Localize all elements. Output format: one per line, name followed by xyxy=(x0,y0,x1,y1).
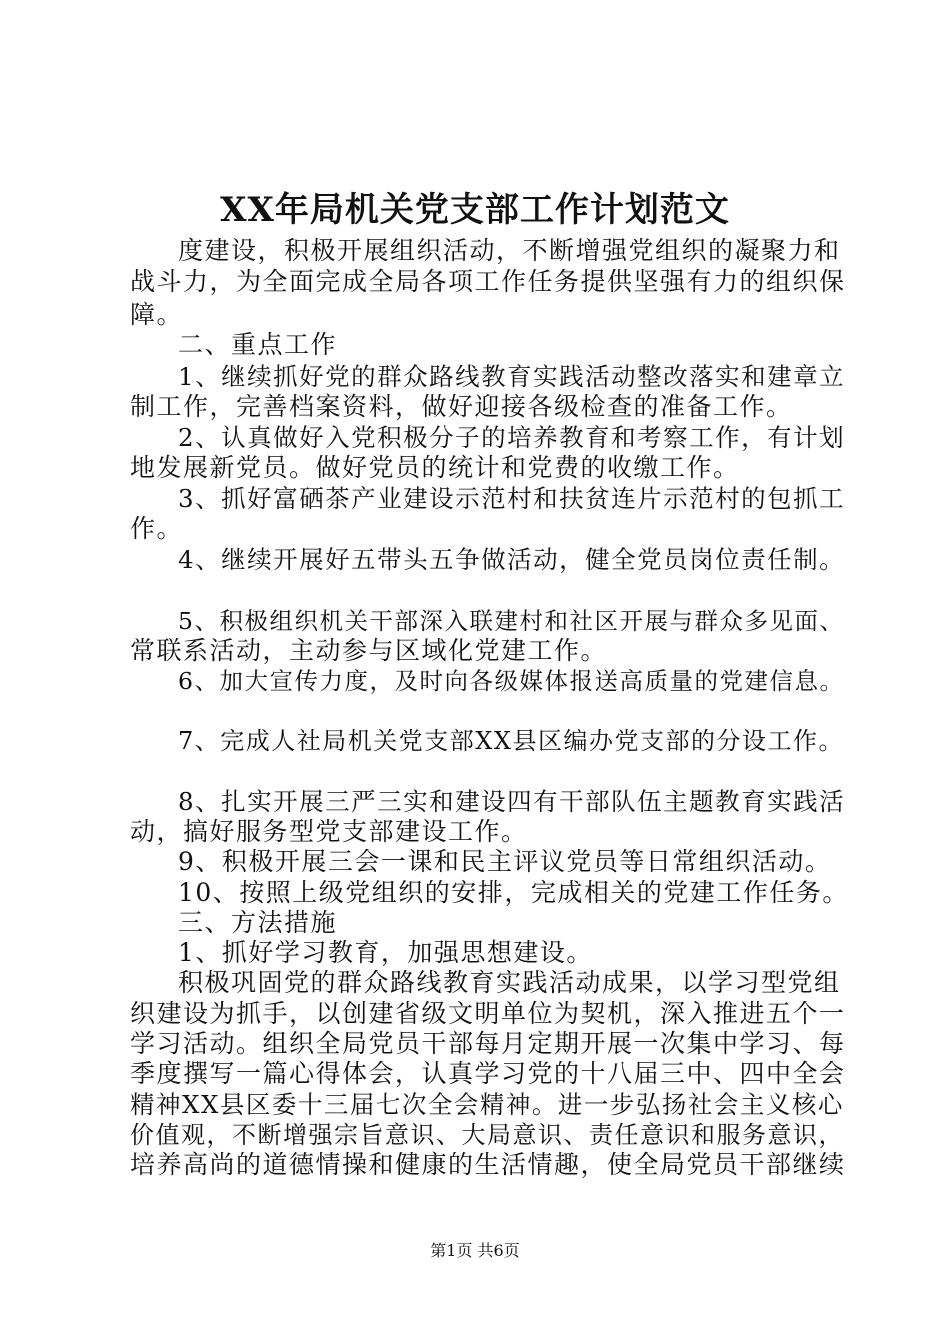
page-number: 第1页 共6页 xyxy=(430,1241,520,1260)
text-line: 季度撰写一篇心得体会，认真学习党的十八届三中、四中全会 xyxy=(130,1059,846,1088)
text-line: 10、按照上级党组织的安排，完成相关的党建工作任务。 xyxy=(178,878,849,907)
text-line: 5、积极组织机关干部深入联建村和社区开展与群众多见面、 xyxy=(178,607,845,635)
text-line: 学习活动。组织全局党员干部每月定期开展一次集中学习、每 xyxy=(130,1029,846,1058)
text-line: 地发展新党员。做好党员的统计和党费的收缴工作。 xyxy=(130,453,740,482)
document-title: XX年局机关党支部工作计划范文 xyxy=(220,190,730,230)
text-line: 战斗力，为全面完成全局各项工作任务提供坚强有力的组织保 xyxy=(130,267,846,296)
section-heading: 三、方法措施 xyxy=(178,908,338,937)
text-line: 1、抓好学习教育，加强思想建设。 xyxy=(178,938,593,967)
text-line: 3、抓好富硒茶产业建设示范村和扶贫连片示范村的包抓工 xyxy=(178,484,846,513)
text-line: 培养高尚的道德情操和健康的生活情趣，使全局党员干部继续 xyxy=(130,1150,846,1179)
text-line: 9、积极开展三会一课和民主评议党员等日常组织活动。 xyxy=(178,847,832,876)
text-line: 2、认真做好入党积极分子的培养教育和考察工作，有计划 xyxy=(178,423,846,452)
text-line: 7、完成人社局机关党支部XX县区编办党支部的分设工作。 xyxy=(178,727,844,755)
text-line: 积极巩固党的群众路线教育实践活动成果，以学习型党组 xyxy=(178,968,841,997)
text-line: 织建设为抓手，以创建省级文明单位为契机，深入推进五个一 xyxy=(130,999,846,1028)
text-line: 制工作，完善档案资料，做好迎接各级检查的准备工作。 xyxy=(130,392,793,421)
text-line: 障。 xyxy=(130,300,184,329)
section-heading: 二、重点工作 xyxy=(178,330,338,359)
text-line: 4、继续开展好五带头五争做活动，健全党员岗位责任制。 xyxy=(178,545,846,574)
text-line: 度建设，积极开展组织活动，不断增强党组织的凝聚力和 xyxy=(178,236,841,265)
text-line: 常联系活动，主动参与区域化党建工作。 xyxy=(130,636,608,665)
text-line: 价值观，不断增强宗旨意识、大局意识、责任意识和服务意识， xyxy=(130,1121,844,1149)
text-line: 6、加大宣传力度，及时向各级媒体报送高质量的党建信息。 xyxy=(178,667,845,695)
text-line: 作。 xyxy=(130,514,184,543)
text-line: 动，搞好服务型党支部建设工作。 xyxy=(130,817,528,846)
text-line: 8、扎实开展三严三实和建设四有干部队伍主题教育实践活 xyxy=(178,787,846,816)
text-line: 精神XX县区委十三届七次全会精神。进一步弘扬社会主义核心 xyxy=(130,1090,844,1119)
text-line: 1、继续抓好党的群众路线教育实践活动整改落实和建章立 xyxy=(178,362,846,391)
